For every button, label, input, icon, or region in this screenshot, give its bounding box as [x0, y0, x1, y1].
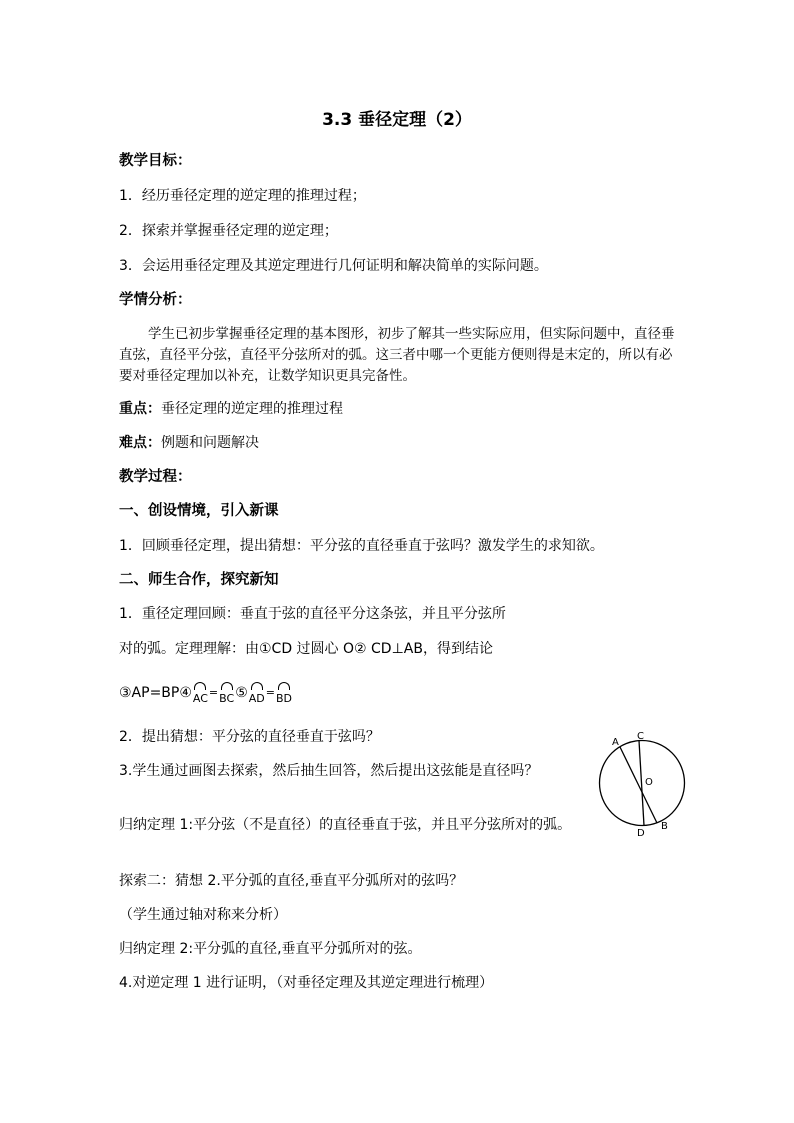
theorem-1: 归纳定理 1:平分弦（不是直径）的直径垂直于弦，并且平分弦所对的弧。	[119, 817, 572, 833]
point-label-o: O	[645, 777, 653, 788]
theorem-2: 归纳定理 2:平分弧的直径,垂直平分弧所对的弦。	[119, 941, 422, 957]
review-line-2: 对的弧。定理理解：由①CD 过圆心 O② CD⊥AB，得到结论	[119, 641, 493, 657]
goal-item-1: 1．经历垂径定理的逆定理的推理过程；	[119, 188, 366, 204]
equals-sign: =	[208, 686, 219, 699]
section1-item: 1．回顾垂径定理，提出猜想：平分弦的直径垂直于弦吗？激发学生的求知欲。	[119, 538, 604, 554]
key-point-label: 重点：	[119, 401, 161, 417]
circled-five: ⑤	[235, 685, 248, 701]
key-point-text: 垂径定理的逆定理的推理过程	[161, 401, 343, 417]
symmetry-note: （学生通过轴对称来分析）	[119, 907, 287, 923]
review-line-1: 1．重径定理回顾：垂直于弦的直径平分这条弦，并且平分弦所	[119, 606, 506, 622]
conclusion-line	[119, 681, 293, 709]
section2-heading: 二、师生合作，探究新知	[119, 572, 279, 588]
difficulty-text: 例题和问题解决	[161, 435, 259, 451]
conclusion-prefix: ③AP=BP④	[119, 685, 192, 701]
section1-heading: 一、创设情境，引入新课	[119, 503, 279, 519]
arc-bc: BC	[219, 681, 234, 709]
point-label-a: A	[612, 737, 619, 748]
key-point	[119, 399, 343, 419]
point-label-b: B	[661, 821, 668, 832]
diameter-cd	[639, 741, 644, 826]
analysis-heading: 学情分析：	[119, 292, 192, 308]
arc-ad: AD	[249, 681, 265, 709]
explore-two: 探索二：猜想 2.平分弧的直径,垂直平分弧所对的弦吗？	[119, 873, 464, 889]
goal-item-3: 3．会运用垂径定理及其逆定理进行几何证明和解决简单的实际问题。	[119, 258, 548, 274]
goal-item-2: 2．探索并掌握垂径定理的逆定理；	[119, 223, 338, 239]
equals-sign: =	[265, 686, 275, 699]
difficulty-label: 难点：	[119, 435, 161, 451]
explore-item: 3.学生通过画图去探索，然后抽生回答，然后提出这弦能是直径吗？	[119, 763, 539, 779]
page-title: 3.3 垂径定理（2）	[322, 110, 472, 130]
goals-heading: 教学目标：	[119, 153, 192, 169]
arc-ac: AC	[193, 681, 208, 709]
difficulty	[119, 433, 259, 453]
conjecture-item: 2．提出猜想：平分弦的直径垂直于弦吗？	[119, 729, 380, 745]
circle-diagram	[590, 728, 700, 843]
process-heading: 教学过程：	[119, 469, 192, 485]
analysis-paragraph: 学生已初步掌握垂径定理的基本图形，初步了解其一些实际应用，但实际问题中，直径垂直弦，直径平分弦，直径平分弦所对的弧。这三者中哪一个更能方便则得是末定的，所以有必要对垂径定理加以补充，让数学知识更具完备性。	[119, 326, 675, 384]
proof-item: 4.对逆定理 1 进行证明，（对垂径定理及其逆定理进行梳理）	[119, 975, 494, 991]
point-label-d: D	[637, 828, 645, 839]
point-label-c: C	[637, 731, 644, 742]
arc-bd: BD	[276, 681, 292, 709]
